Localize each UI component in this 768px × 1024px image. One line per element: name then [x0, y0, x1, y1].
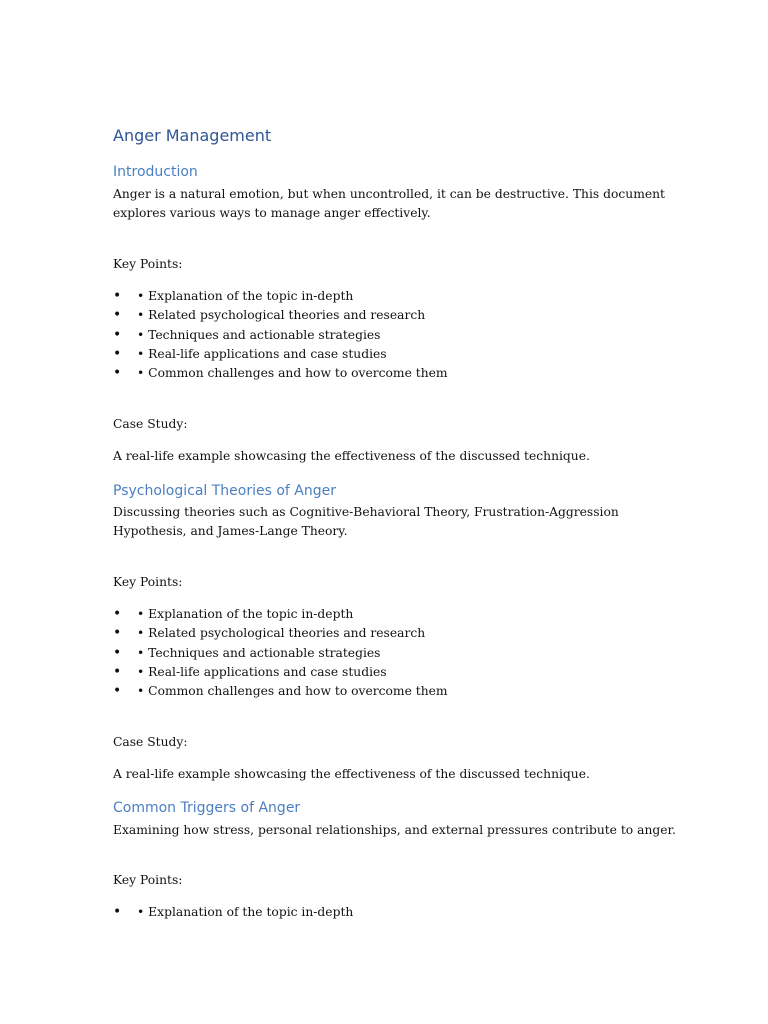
section-heading-common-triggers: Common Triggers of Anger — [113, 800, 301, 816]
list-item-text: • Real-life applications and case studies — [137, 664, 387, 679]
bullet-icon: • — [113, 345, 122, 362]
bullet-icon: • — [113, 644, 122, 661]
case-study-label: Case Study: — [113, 417, 188, 431]
bullet-icon: • — [113, 625, 122, 642]
bullet-icon: • — [113, 606, 122, 622]
bullet-icon: • — [113, 904, 122, 920]
document-title: Anger Management — [113, 126, 272, 145]
list-item — [113, 364, 448, 383]
list-item-text: • Common challenges and how to overcome them — [137, 366, 448, 381]
case-study-label: Case Study: — [113, 735, 188, 749]
key-points-label: Key Points: — [113, 257, 183, 271]
section-heading-psychological-theories: Psychological Theories of Anger — [113, 483, 337, 499]
bullet-icon: • — [113, 288, 122, 304]
list-item-text: • Explanation of the topic in-depth — [137, 289, 354, 303]
list-item-text: • Techniques and actionable strategies — [137, 645, 381, 660]
list-item-text: • Techniques and actionable strategies — [137, 327, 381, 342]
bullet-icon: • — [113, 365, 122, 382]
key-points-label: Key Points: — [113, 575, 183, 589]
bullet-list-introduction — [113, 287, 448, 383]
list-item — [113, 903, 353, 922]
list-item — [113, 326, 448, 345]
section-heading-introduction: Introduction — [113, 164, 198, 180]
case-study-text: A real-life example showcasing the effectiveness of the discussed technique. — [113, 767, 590, 781]
key-points-label: Key Points: — [113, 873, 183, 887]
list-item — [113, 287, 448, 306]
bullet-icon: • — [113, 683, 122, 700]
bullet-list-common-triggers — [113, 903, 353, 922]
list-item — [113, 663, 448, 682]
list-item-text: • Common challenges and how to overcome them — [137, 684, 448, 699]
section-body-common-triggers: Examining how stress, personal relationships, and external pressures contribute to anger. — [113, 823, 676, 837]
list-item-text: • Real-life applications and case studies — [137, 346, 387, 361]
list-item-text: • Related psychological theories and research — [137, 308, 426, 323]
list-item-text: • Explanation of the topic in-depth — [137, 905, 354, 919]
list-item — [113, 605, 448, 624]
case-study-text: A real-life example showcasing the effectiveness of the discussed technique. — [113, 449, 590, 463]
list-item — [113, 306, 448, 325]
list-item — [113, 345, 448, 364]
list-item — [113, 624, 448, 643]
list-item-text: • Related psychological theories and research — [137, 626, 426, 641]
list-item — [113, 644, 448, 663]
list-item-text: • Explanation of the topic in-depth — [137, 607, 354, 621]
section-body-introduction: Anger is a natural emotion, but when uncontrolled, it can be destructive. This document explores various ways to manage anger effectively. — [113, 187, 665, 221]
bullet-list-psychological-theories — [113, 605, 448, 701]
bullet-icon: • — [113, 663, 122, 680]
bullet-icon: • — [113, 307, 122, 324]
list-item — [113, 682, 448, 701]
bullet-icon: • — [113, 326, 122, 343]
section-body-psychological-theories: Discussing theories such as Cognitive-Behavioral Theory, Frustration-Aggression Hypothesis, and James-Lange Theory. — [113, 505, 619, 539]
